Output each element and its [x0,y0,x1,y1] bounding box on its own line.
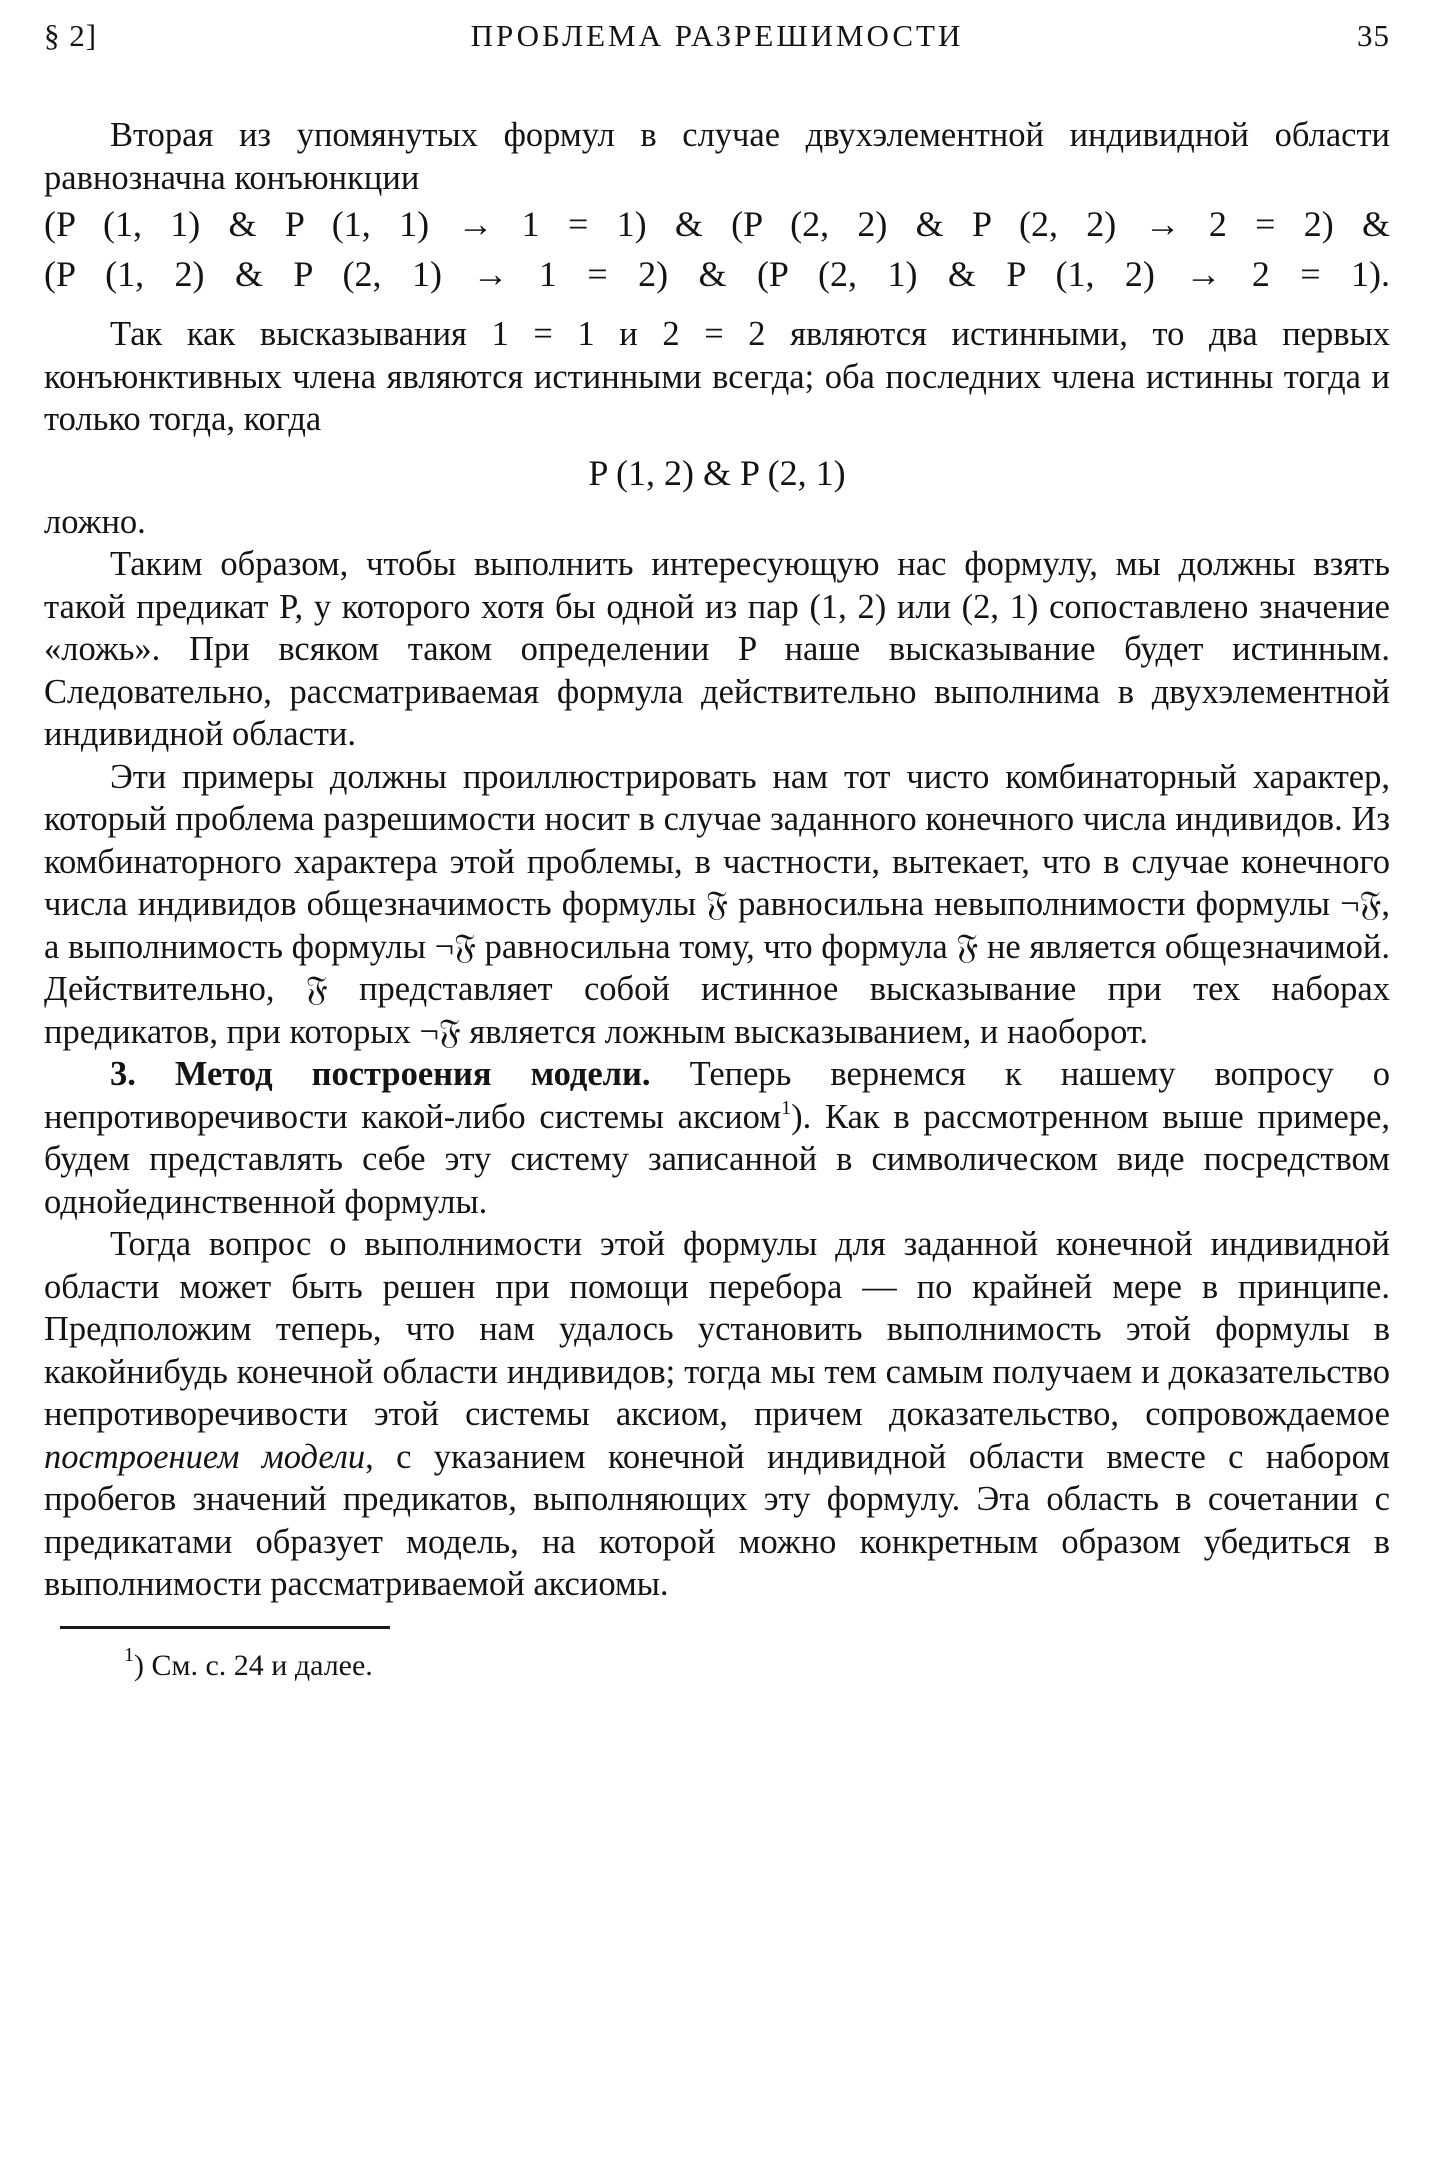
paragraph-6-part-2: , с указанием конечной индивидной области вместе с набором пробегов значений предикатов, выполняющих эту формулу. Эта область в сочетании с предикатами образует модель, на которой можно конкретным образом убедиться в выполнимости рассматриваемой аксиомы. [44,1437,1390,1603]
paragraph-6-part-1: Тогда вопрос о выполнимости этой формулы для заданной конечной индивидной области может быть решен при помощи перебора — по крайней мере в принципе. Предположим теперь, что нам удалось установить выполнимость этой формулы в какойнибудь конечной области индивидов; тогда мы тем самым получаем и доказательство непротиворечивости этой системы аксиом, причем доказательство, сопровождаемое [44,1225,1390,1433]
paragraph-5-text: Теперь вернемся к нашему вопросу о непротиворечивости какой-либо системы аксиом [44,1055,1390,1136]
footnote-mark: 1 [124,1643,134,1666]
formula-1-line-1: (P (1, 1) & P (1, 1) → 1 = 1) & (P (2, 2) & P (2, 2) → 2 = 2) & [44,204,1390,244]
paragraph-1: Вторая из упомянутых формул в случае двухэлементной индивидной области равнозначна конъюнкции [44,116,1390,197]
body-text [44,114,1390,1606]
formula-2: P (1, 2) & P (2, 1) [588,452,846,493]
paragraph-5 [44,1053,1390,1223]
running-header [44,18,1390,58]
footnote [124,1643,1390,1685]
emphasized-term: построением модели [44,1437,366,1476]
footnote-divider [60,1626,390,1629]
section-marker: § 2] [44,18,98,53]
paragraph-5-tail: ). Как в рассмотренном выше примере, будем представлять себе эту систему записанной в символическом виде посредством однойединственной формулы. [44,1097,1391,1221]
page-number: 35 [1357,18,1390,53]
book-page [44,18,1390,1685]
section-heading: 3. Метод построения модели. [110,1055,651,1093]
paragraph-2: Так как высказывания 1 = 1 и 2 = 2 являются истинными, то два первых конъюнктивных члена являются истинными всегда; оба последних члена истинны тогда и только тогда, когда [44,315,1390,438]
footnote-text: ) См. с. 24 и далее. [134,1648,373,1682]
paragraph-6 [44,1223,1390,1606]
paragraph-4: Эти примеры должны проиллюстрировать нам тот чисто комбинаторный характер, который проблема разрешимости носит в случае заданного конечного числа индивидов. Из комбинаторного характера этой проблемы, в частности, вытекает, что в случае конечного числа индивидов общезначимость формулы 𝔉 равносильна невыполнимости формулы ¬𝔉, а выполнимость формулы ¬𝔉 равносильна тому, что формула 𝔉 не является общезначимой. Действительно, 𝔉 представляет собой истинное высказывание при тех наборах предикатов, при которых ¬𝔉 является ложным высказыванием, и наоборот. [44,757,1390,1051]
paragraph-3: Таким образом, чтобы выполнить интересующую нас формулу, мы должны взять такой предикат P, у которого хотя бы одной из пар (1, 2) или (2, 1) сопоставлено значение «ложь». При всяком таком определении P наше высказывание будет истинным. Следовательно, рассматриваемая формула действительно выполнима в двухэлементной индивидной области. [44,545,1390,753]
paragraph-2-end: ложно. [44,502,146,541]
footnote-reference: 1 [781,1096,792,1119]
formula-1-line-2: (P (1, 2) & P (2, 1) → 1 = 2) & (P (2, 1) & P (1, 2) → 2 = 1). [44,254,1390,294]
running-title: ПРОБЛЕМА РАЗРЕШИМОСТИ [470,18,964,53]
